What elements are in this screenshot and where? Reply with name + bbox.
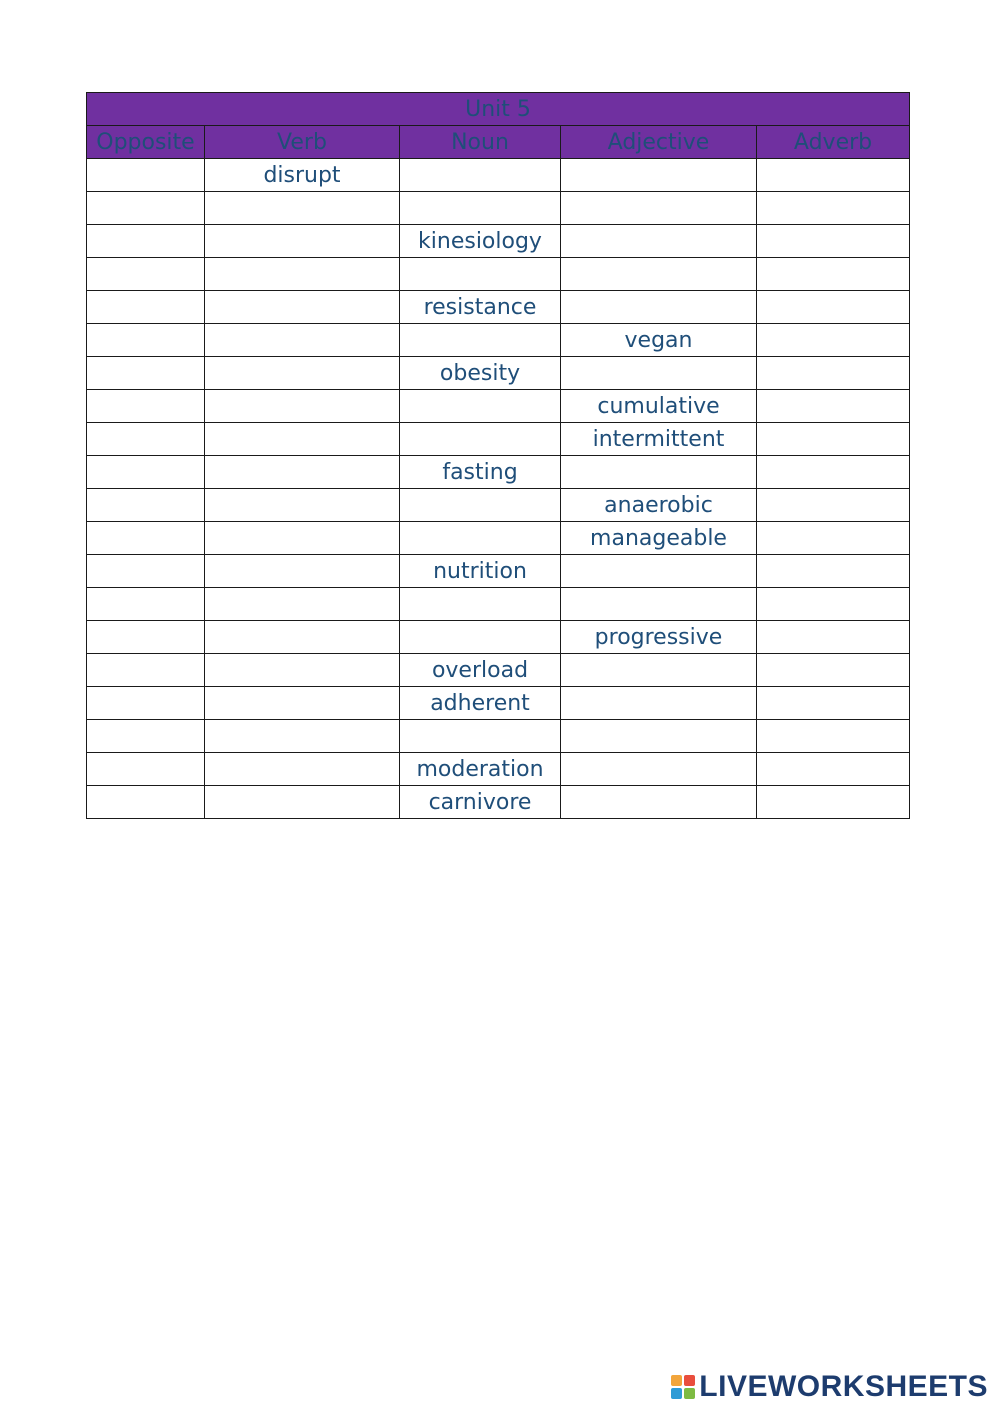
cell-adverb[interactable] (757, 192, 910, 225)
cell-adverb[interactable] (757, 489, 910, 522)
table-row (87, 654, 910, 687)
cell-verb[interactable] (205, 225, 400, 258)
cell-verb[interactable] (205, 654, 400, 687)
table-row (87, 423, 910, 456)
cell-verb[interactable] (205, 192, 400, 225)
liveworksheets-logo-icon (671, 1375, 695, 1399)
cell-adjective[interactable] (561, 588, 757, 621)
cell-adverb[interactable] (757, 753, 910, 786)
cell-verb[interactable] (205, 489, 400, 522)
cell-verb[interactable] (205, 390, 400, 423)
cell-opposite[interactable] (87, 555, 205, 588)
cell-adverb[interactable] (757, 423, 910, 456)
cell-opposite[interactable] (87, 522, 205, 555)
cell-noun[interactable] (400, 324, 561, 357)
table-row (87, 522, 910, 555)
liveworksheets-logo (671, 1370, 988, 1404)
table-row (87, 225, 910, 258)
table-row (87, 159, 910, 192)
cell-noun: resistance (400, 291, 561, 324)
table-row (87, 555, 910, 588)
cell-verb[interactable] (205, 786, 400, 819)
cell-verb[interactable] (205, 258, 400, 291)
cell-adjective[interactable] (561, 654, 757, 687)
cell-adverb[interactable] (757, 687, 910, 720)
cell-adverb[interactable] (757, 654, 910, 687)
logo-text: LIVEWORKSHEETS (699, 1370, 988, 1403)
cell-verb: disrupt (205, 159, 400, 192)
cell-noun: overload (400, 654, 561, 687)
cell-adjective: intermittent (561, 423, 757, 456)
cell-noun[interactable] (400, 258, 561, 291)
cell-adjective: manageable (561, 522, 757, 555)
cell-opposite[interactable] (87, 258, 205, 291)
column-header-row (87, 126, 910, 159)
cell-opposite[interactable] (87, 489, 205, 522)
cell-opposite[interactable] (87, 720, 205, 753)
cell-noun[interactable] (400, 159, 561, 192)
table-row (87, 720, 910, 753)
cell-adjective: vegan (561, 324, 757, 357)
cell-adjective[interactable] (561, 159, 757, 192)
cell-adjective[interactable] (561, 192, 757, 225)
table-row (87, 588, 910, 621)
cell-opposite[interactable] (87, 687, 205, 720)
cell-adverb[interactable] (757, 555, 910, 588)
cell-noun[interactable] (400, 621, 561, 654)
table-row (87, 258, 910, 291)
cell-noun: moderation (400, 753, 561, 786)
cell-opposite[interactable] (87, 324, 205, 357)
cell-adverb[interactable] (757, 225, 910, 258)
cell-noun: carnivore (400, 786, 561, 819)
cell-noun[interactable] (400, 588, 561, 621)
table-row (87, 357, 910, 390)
cell-adverb[interactable] (757, 621, 910, 654)
table-row (87, 489, 910, 522)
cell-adjective[interactable] (561, 555, 757, 588)
cell-opposite[interactable] (87, 225, 205, 258)
cell-noun[interactable] (400, 192, 561, 225)
cell-verb[interactable] (205, 291, 400, 324)
cell-opposite[interactable] (87, 456, 205, 489)
table-row (87, 324, 910, 357)
cell-noun[interactable] (400, 522, 561, 555)
cell-opposite[interactable] (87, 390, 205, 423)
cell-adjective[interactable] (561, 720, 757, 753)
table-title: Unit 5 (87, 93, 910, 126)
table-row (87, 687, 910, 720)
cell-opposite[interactable] (87, 621, 205, 654)
cell-noun[interactable] (400, 720, 561, 753)
column-header-opposite: Opposite (87, 126, 205, 159)
cell-adverb[interactable] (757, 258, 910, 291)
cell-adverb[interactable] (757, 456, 910, 489)
table-row (87, 390, 910, 423)
cell-noun[interactable] (400, 489, 561, 522)
cell-adverb[interactable] (757, 324, 910, 357)
cell-opposite[interactable] (87, 654, 205, 687)
cell-verb[interactable] (205, 423, 400, 456)
table-row (87, 192, 910, 225)
cell-noun: obesity (400, 357, 561, 390)
cell-opposite[interactable] (87, 192, 205, 225)
cell-verb[interactable] (205, 621, 400, 654)
cell-noun: fasting (400, 456, 561, 489)
column-header-adjective: Adjective (561, 126, 757, 159)
cell-adverb[interactable] (757, 786, 910, 819)
cell-adjective[interactable] (561, 258, 757, 291)
cell-adverb[interactable] (757, 522, 910, 555)
table-row (87, 753, 910, 786)
cell-verb[interactable] (205, 324, 400, 357)
cell-opposite[interactable] (87, 786, 205, 819)
cell-verb[interactable] (205, 555, 400, 588)
table-row (87, 786, 910, 819)
cell-opposite[interactable] (87, 159, 205, 192)
cell-opposite[interactable] (87, 753, 205, 786)
table-row (87, 456, 910, 489)
cell-adjective[interactable] (561, 786, 757, 819)
cell-adjective[interactable] (561, 687, 757, 720)
cell-adjective[interactable] (561, 456, 757, 489)
cell-adjective[interactable] (561, 225, 757, 258)
cell-opposite[interactable] (87, 357, 205, 390)
cell-verb[interactable] (205, 588, 400, 621)
cell-opposite[interactable] (87, 291, 205, 324)
cell-noun[interactable] (400, 390, 561, 423)
cell-noun[interactable] (400, 423, 561, 456)
column-header-verb: Verb (205, 126, 400, 159)
cell-verb[interactable] (205, 720, 400, 753)
table-body (87, 159, 910, 819)
column-header-noun: Noun (400, 126, 561, 159)
cell-noun: kinesiology (400, 225, 561, 258)
cell-noun: nutrition (400, 555, 561, 588)
cell-verb[interactable] (205, 357, 400, 390)
cell-adjective[interactable] (561, 753, 757, 786)
column-header-adverb: Adverb (757, 126, 910, 159)
cell-noun: adherent (400, 687, 561, 720)
cell-adverb[interactable] (757, 720, 910, 753)
cell-adverb[interactable] (757, 390, 910, 423)
cell-adverb[interactable] (757, 588, 910, 621)
cell-verb[interactable] (205, 456, 400, 489)
cell-adjective: progressive (561, 621, 757, 654)
cell-adjective: anaerobic (561, 489, 757, 522)
cell-opposite[interactable] (87, 588, 205, 621)
cell-adjective[interactable] (561, 291, 757, 324)
cell-adverb[interactable] (757, 357, 910, 390)
cell-verb[interactable] (205, 687, 400, 720)
table-row (87, 291, 910, 324)
cell-opposite[interactable] (87, 423, 205, 456)
cell-verb[interactable] (205, 753, 400, 786)
worksheet (86, 92, 909, 819)
cell-adjective[interactable] (561, 357, 757, 390)
cell-adverb[interactable] (757, 159, 910, 192)
cell-verb[interactable] (205, 522, 400, 555)
cell-adjective: cumulative (561, 390, 757, 423)
cell-adverb[interactable] (757, 291, 910, 324)
word-forms-table (86, 92, 910, 819)
table-row (87, 621, 910, 654)
